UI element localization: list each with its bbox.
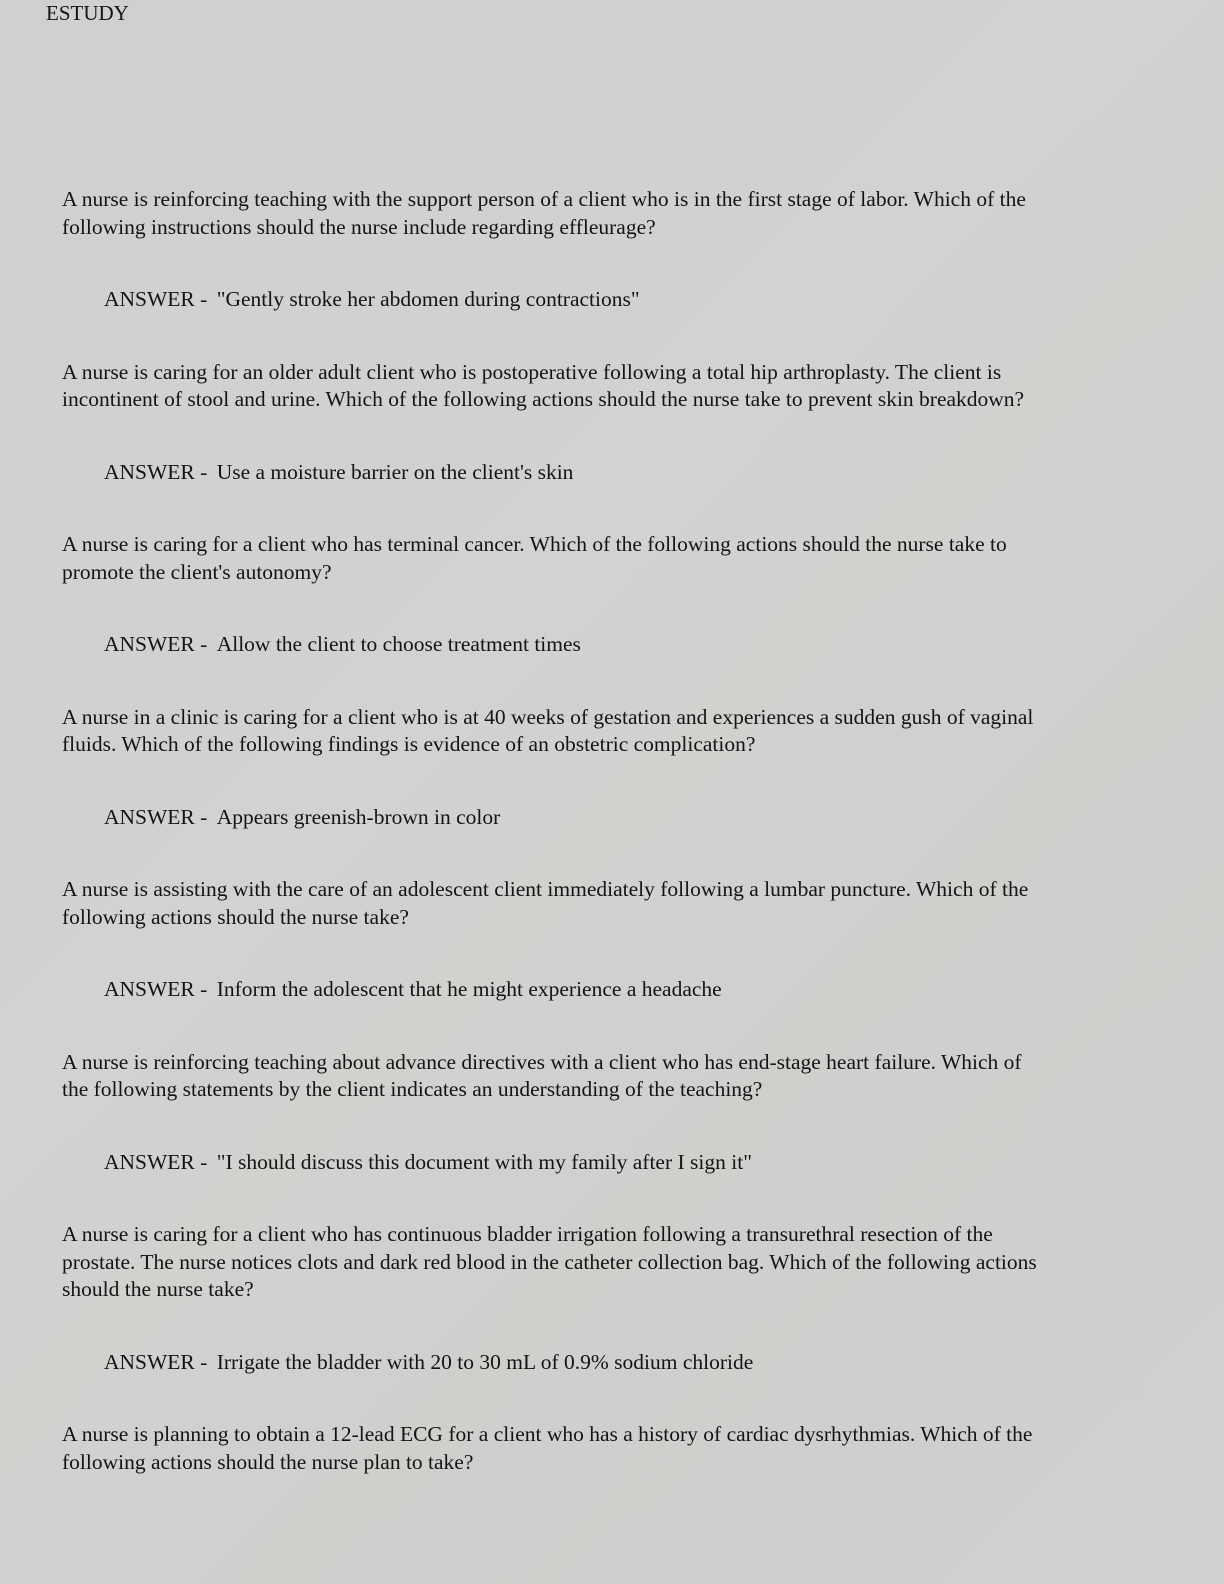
question-text: A nurse is reinforcing teaching with the support person of a client who is in the first stage of labor. Which of the following instructions should the nurse include regarding effleurage? <box>62 187 1026 239</box>
answer-text: Irrigate the bladder with 20 to 30 mL of 0.9% sodium chloride <box>216 1349 754 1374</box>
question-text: A nurse is caring for a client who has continuous bladder irrigation following a transurethral resection of the prostate. The nurse notices clots and dark red blood in the catheter collection bag. Which of the following actions should the nurse take? <box>62 1222 1037 1301</box>
qa-item <box>62 1221 1062 1376</box>
question-text: A nurse in a clinic is caring for a client who is at 40 weeks of gestation and experiences a sudden gush of vaginal fluids. Which of the following findings is evidence of an obstetric complication? <box>62 704 1034 756</box>
answer-line <box>104 804 1062 832</box>
header-title: ESTUDY <box>46 1 129 25</box>
answer-text: "I should discuss this document with my family after I sign it" <box>216 1149 752 1174</box>
question-text: A nurse is planning to obtain a 12-lead ECG for a client who has a history of cardiac dysrhythmias. Which of the following actions should the nurse plan to take? <box>62 1422 1033 1474</box>
answer-label: ANSWER - <box>104 1149 213 1174</box>
question-text: A nurse is caring for a client who has terminal cancer. Which of the following actions should the nurse take to promote the client's autonomy? <box>62 532 1007 584</box>
answer-label: ANSWER - <box>104 1349 213 1374</box>
answer-line <box>104 631 1062 659</box>
answer-text: "Gently stroke her abdomen during contractions" <box>216 287 640 311</box>
answer-label: ANSWER - <box>104 977 213 1001</box>
answer-label: ANSWER - <box>104 287 213 311</box>
answer-line <box>104 1349 1062 1377</box>
answer-label: ANSWER - <box>104 632 213 656</box>
answer-text: Inform the adolescent that he might experience a headache <box>216 977 722 1001</box>
qa-item <box>62 876 1062 1004</box>
answer-text: Allow the client to choose treatment times <box>216 632 581 656</box>
qa-item <box>62 704 1062 832</box>
qa-item <box>62 186 1062 314</box>
answer-label: ANSWER - <box>104 804 213 829</box>
question-text: A nurse is reinforcing teaching about advance directives with a client who has end-stage heart failure. Which of the following statements by the client indicates an understanding of the teaching? <box>62 1049 1022 1101</box>
answer-text: Use a moisture barrier on the client's skin <box>216 459 574 484</box>
answer-line <box>104 976 1062 1004</box>
qa-item <box>62 1421 1062 1476</box>
qa-item <box>62 359 1062 487</box>
qa-item <box>62 531 1062 659</box>
question-text: A nurse is caring for an older adult client who is postoperative following a total hip arthroplasty. The client is incontinent of stool and urine. Which of the following actions should the nurse take to prevent skin breakdown? <box>62 359 1025 411</box>
qa-item <box>62 1049 1062 1177</box>
answer-text: Appears greenish-brown in color <box>216 804 501 829</box>
answer-line <box>104 286 1062 314</box>
question-text: A nurse is assisting with the care of an adolescent client immediately following a lumbar puncture. Which of the following actions should the nurse take? <box>62 877 1029 929</box>
answer-label: ANSWER - <box>104 459 213 484</box>
answer-line <box>104 1149 1062 1177</box>
qa-list <box>62 186 1062 1476</box>
answer-line <box>104 459 1062 487</box>
